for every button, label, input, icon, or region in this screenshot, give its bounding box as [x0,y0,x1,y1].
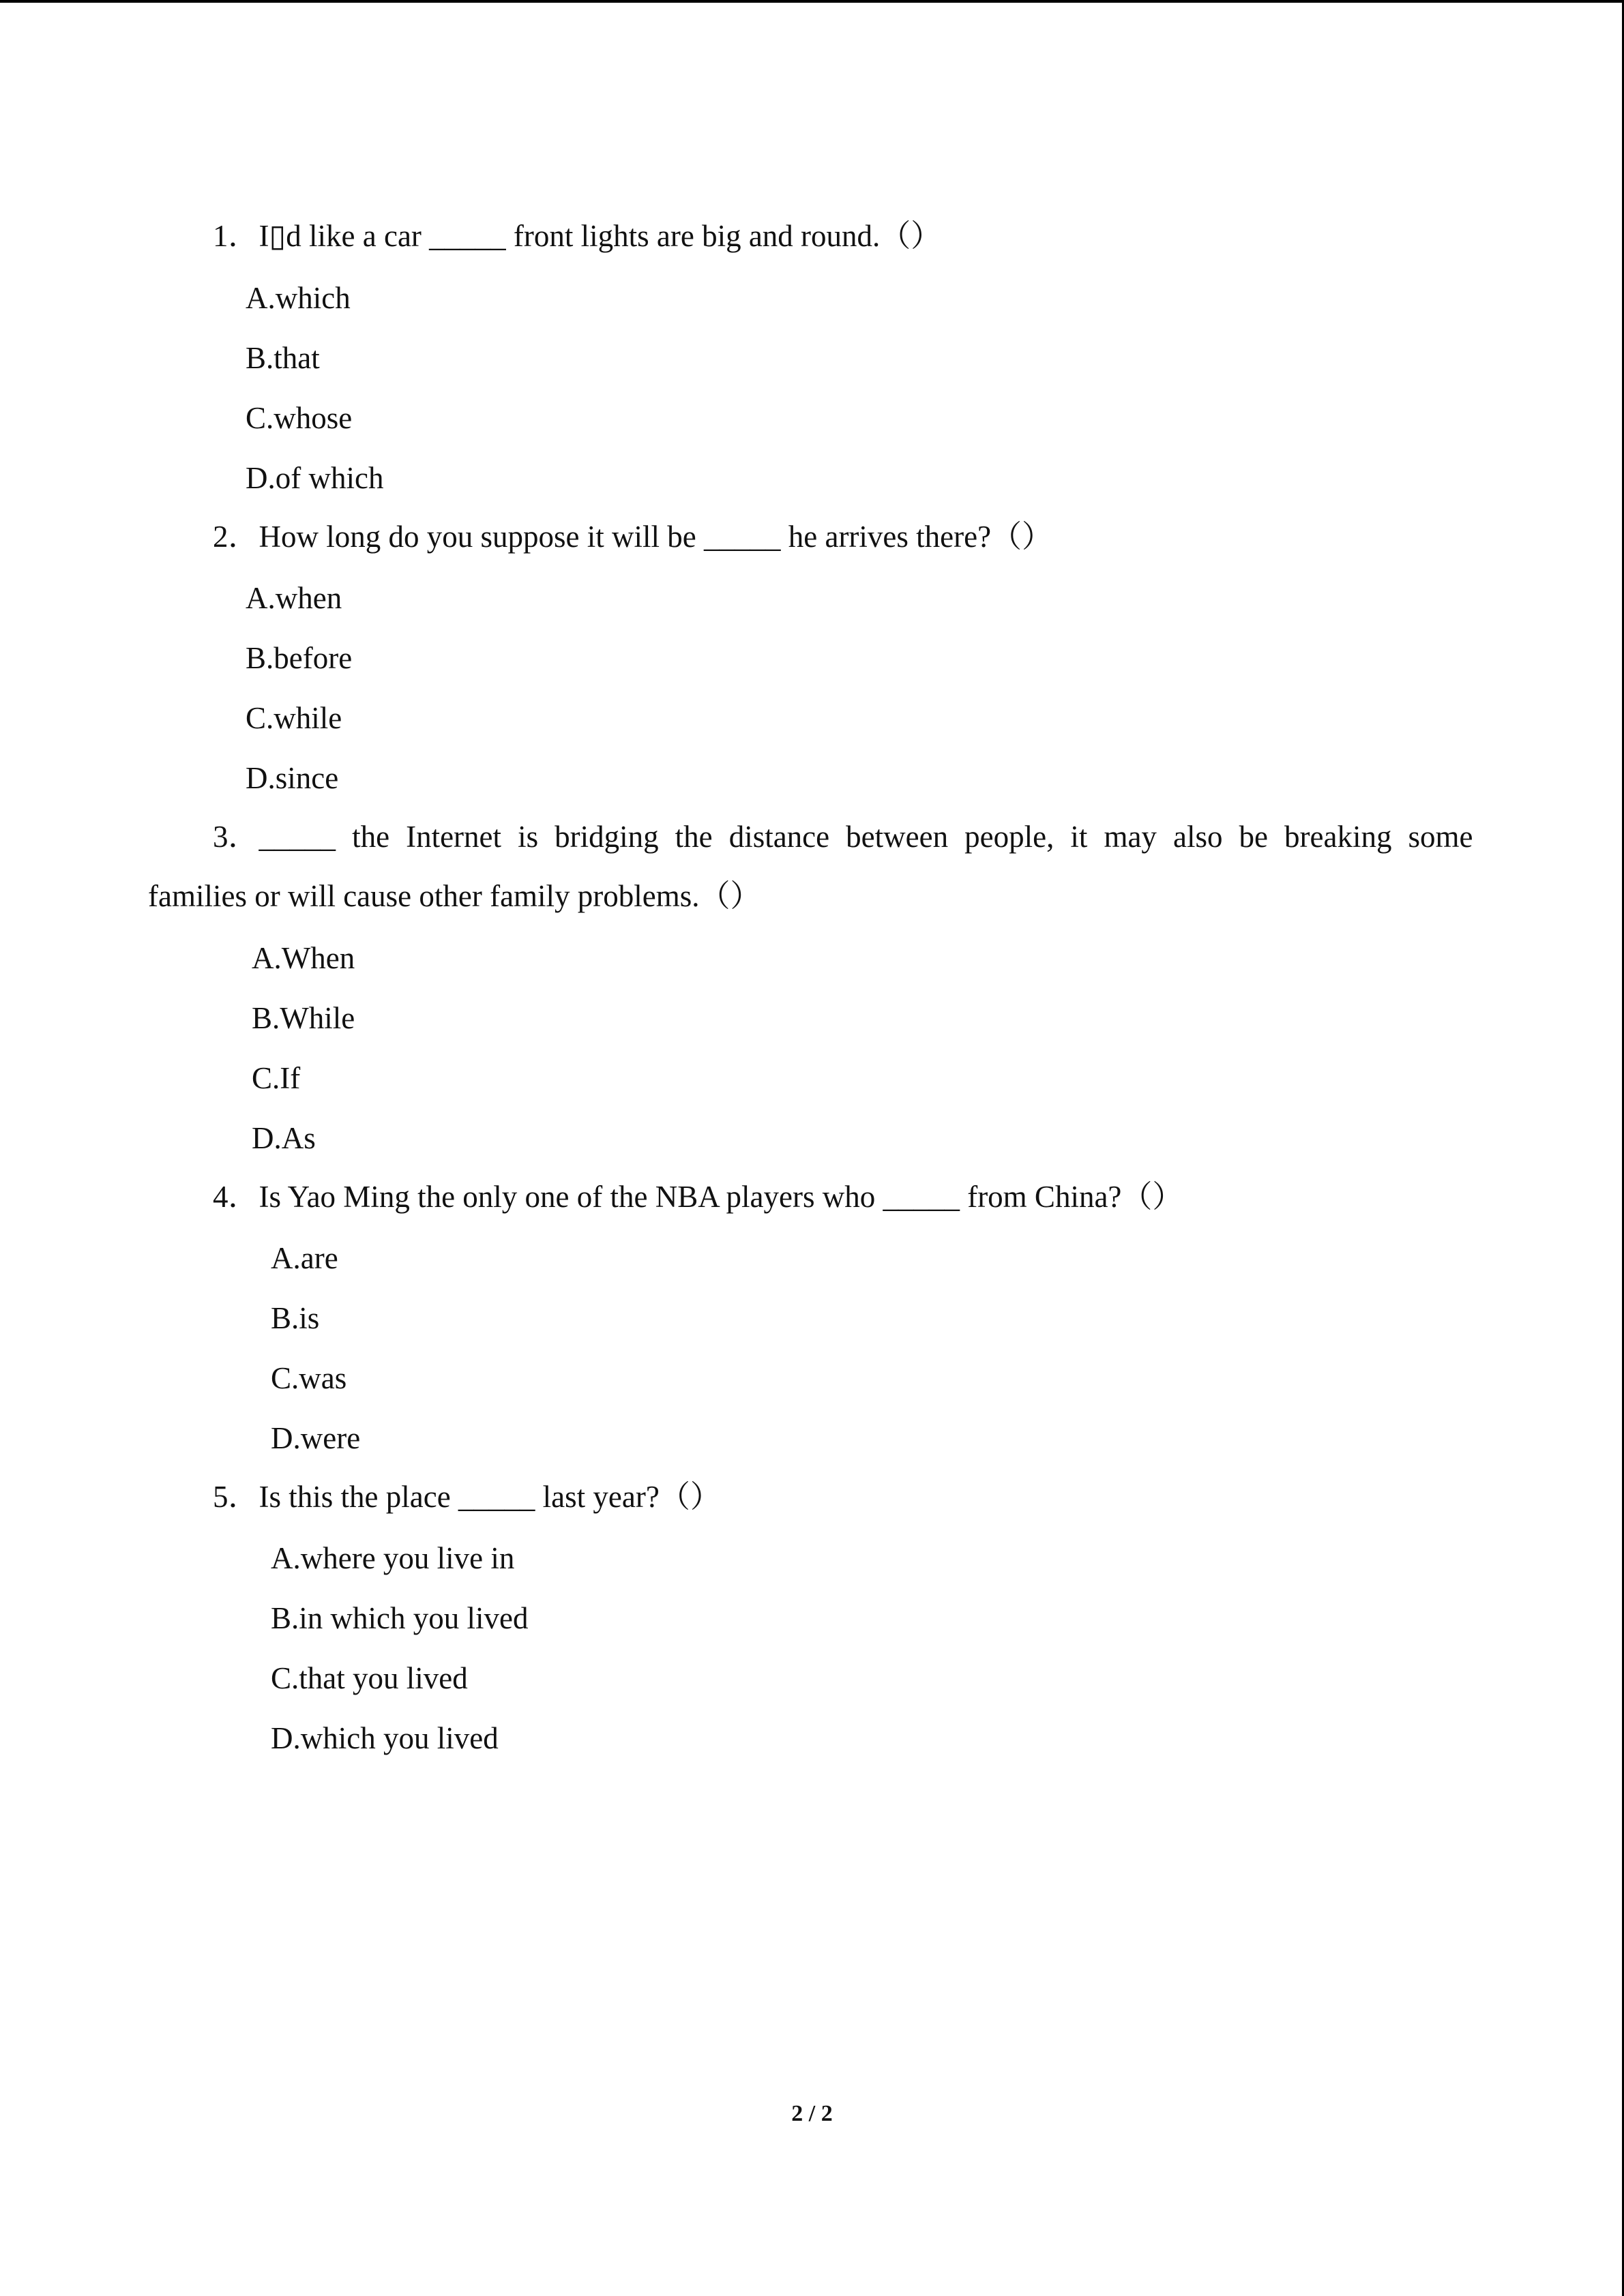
question-stem: Is Yao Ming the only one of the NBA players who _____ from China?（） [259,1180,1183,1214]
option-a: A.which [246,281,351,315]
option-b: B.that [246,341,320,375]
question-number: 5． [213,1480,259,1514]
question-number: 4． [213,1180,259,1214]
question-stem: How long do you suppose it will be _____ he arrives there?（） [259,520,1053,554]
question-2 [213,507,1052,567]
option-b: B.is [271,1301,320,1335]
option-d: D.As [252,1121,316,1155]
question-3-continuation: families or will cause other family problems.（） [148,879,761,913]
option-a: A.are [271,1241,338,1275]
option-c: C.whose [246,401,353,435]
question-number: 2． [213,520,259,554]
option-b: B.in which you lived [271,1601,529,1635]
option-a: A.when [246,581,342,615]
question-stem-line-1: _____ the Internet is bridging the distance between people, it may also be breaking some [259,820,1473,854]
question-1 [213,206,941,266]
option-d: D.which you lived [271,1721,499,1755]
option-c: C.was [271,1361,347,1395]
option-d: D.since [246,761,339,795]
option-b: B.While [252,1001,355,1035]
page-number: 2 / 2 [791,2101,833,2126]
question-3 [213,807,1473,867]
option-b: B.before [246,641,353,675]
question-4 [213,1167,1183,1227]
question-number: 1． [213,219,259,253]
question-number: 3． [213,820,259,854]
question-stem: I▯d like a car _____ front lights are big and round.（） [259,219,942,253]
option-d: D.of which [246,461,384,495]
question-5 [213,1467,721,1527]
question-stem: Is this the place _____ last year?（） [259,1480,721,1514]
option-c: C.while [246,701,342,735]
option-a: A.When [252,941,355,975]
option-d: D.were [271,1421,361,1455]
option-c: C.that you lived [271,1661,468,1695]
option-c: C.If [252,1061,301,1095]
option-a: A.where you live in [271,1541,515,1575]
